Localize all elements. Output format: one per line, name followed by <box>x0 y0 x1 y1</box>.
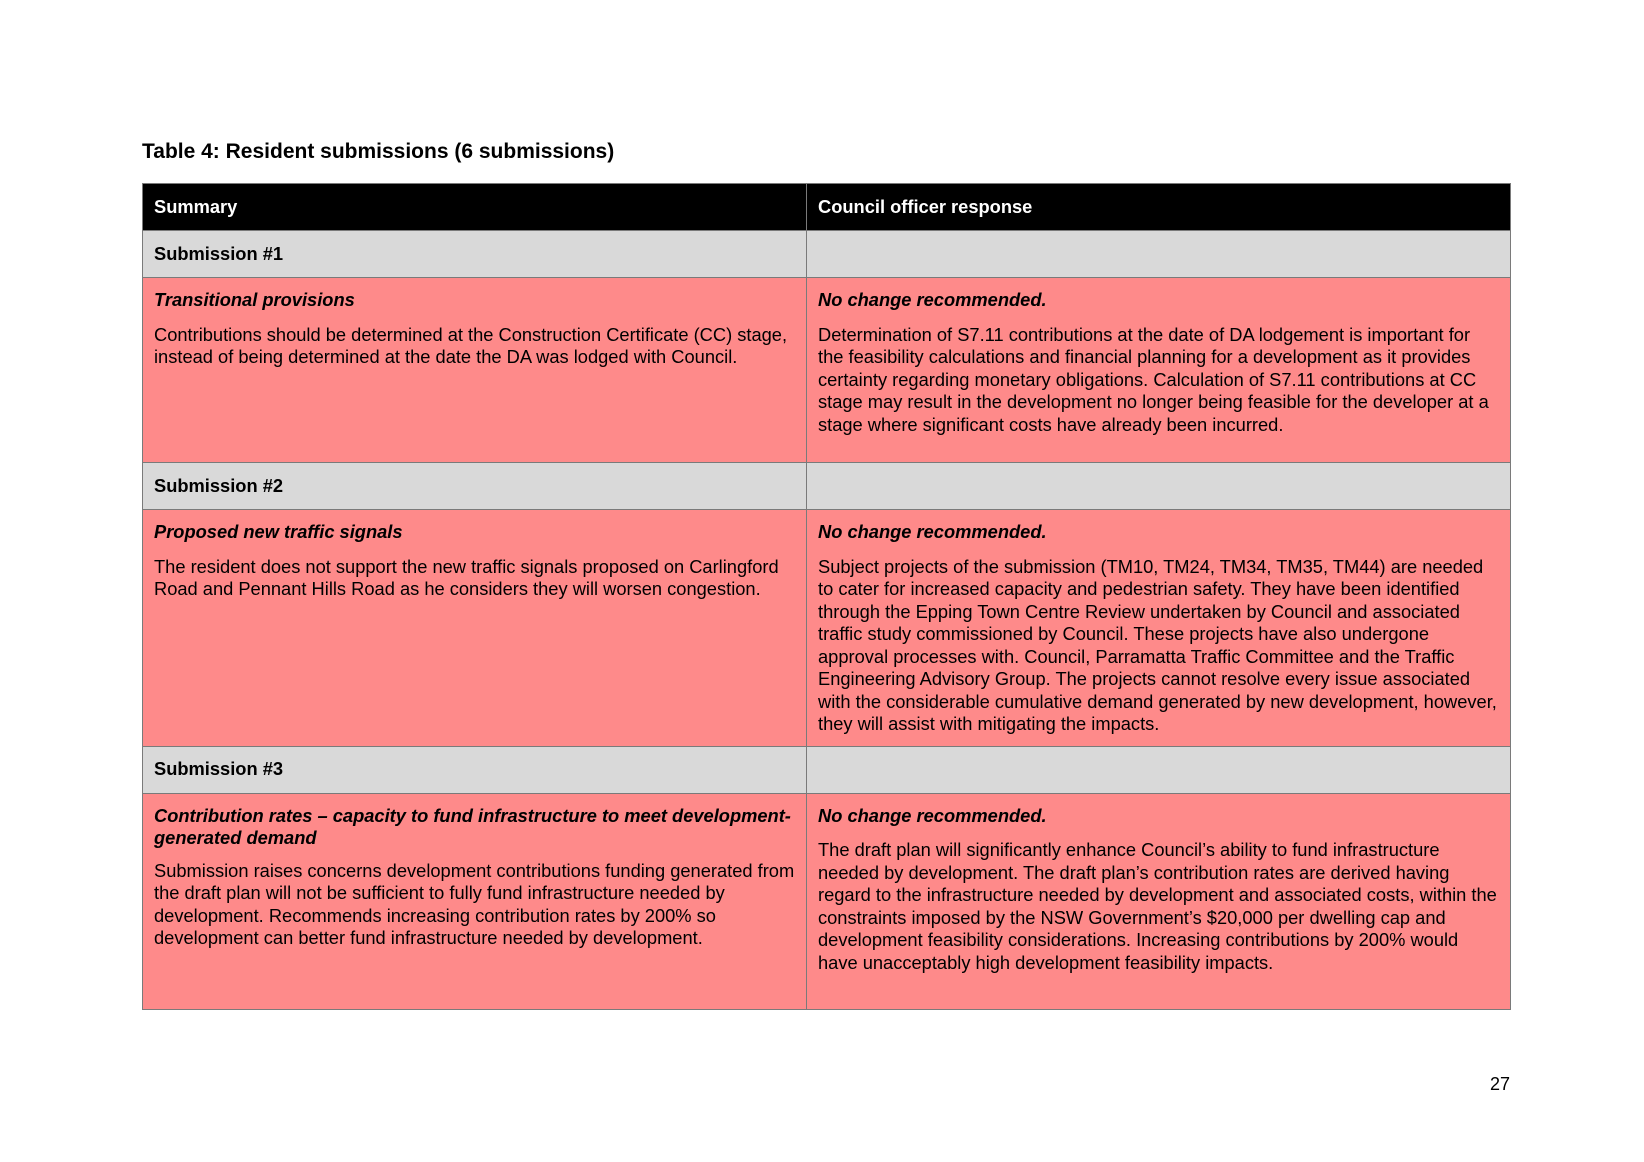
submission-heading-row <box>143 231 1511 278</box>
response-cell <box>807 793 1511 1009</box>
summary-topic: Transitional provisions <box>154 289 355 310</box>
resident-submissions-table <box>142 183 1511 1010</box>
table-header-row <box>143 184 1511 231</box>
page-number: 27 <box>1489 1074 1510 1094</box>
response-text: The draft plan will significantly enhance Council’s ability to fund infrastructure needed by development. The draft plan’s contribution rates are derived having regard to the infrastructure needed by development and associated costs, within the constraints imposed by the NSW Government’s $20,000 per dwelling cap and development feasibility considerations. Increasing contributions by 200% would have unacceptably high development feasibility impacts. <box>818 839 1497 973</box>
summary-text: Contributions should be determined at the Construction Certificate (CC) stage, instead of being determined at the date the DA was lodged with Council. <box>154 323 788 367</box>
submission-label-empty-cell <box>807 463 1511 510</box>
response-cell <box>807 278 1511 463</box>
summary-topic: Contribution rates – capacity to fund infrastructure to meet development-generated demand <box>154 804 791 848</box>
summary-cell <box>143 510 807 747</box>
summary-text: The resident does not support the new traffic signals proposed on Carlingford Road and Pennant Hills Road as he considers they will worsen congestion. <box>154 555 779 599</box>
submission-heading-row <box>143 746 1511 793</box>
submission-label: Submission #2 <box>143 463 807 510</box>
table-row <box>143 793 1511 1009</box>
submission-heading-row <box>143 463 1511 510</box>
table-row <box>143 510 1511 747</box>
response-heading: No change recommended. <box>818 521 1047 542</box>
summary-topic: Proposed new traffic signals <box>154 521 403 542</box>
response-text: Determination of S7.11 contributions at the date of DA lodgement is important for the feasibility calculations and financial planning for a development as it provides certainty regarding monetary obligations. Calculation of S7.11 contributions at CC stage may result in the development no longer being feasible for the developer at a stage where significant costs have already been incurred. <box>818 323 1489 435</box>
submission-label: Submission #1 <box>143 231 807 278</box>
summary-cell <box>143 278 807 463</box>
summary-text: Submission raises concerns development contributions funding generated from the draft plan will not be sufficient to fully fund infrastructure needed by development. Recommends increasing contribution rates by 200% so development can better fund infrastructure needed by development. <box>154 859 795 948</box>
submission-label-empty-cell <box>807 746 1511 793</box>
response-heading: No change recommended. <box>818 804 1047 826</box>
submission-label: Submission #3 <box>143 746 807 793</box>
submission-label-empty-cell <box>807 231 1511 278</box>
response-heading: No change recommended. <box>818 289 1047 310</box>
response-cell <box>807 510 1511 747</box>
header-council-officer-response: Council officer response <box>807 184 1511 231</box>
response-text: Subject projects of the submission (TM10, TM24, TM34, TM35, TM44) are needed to cater for increased capacity and pedestrian safety. They have been identified through the Epping Town Centre Review undertaken by Council and associated traffic study commissioned by Council. These projects have also undergone approval processes with. Council, Parramatta Traffic Committee and the Traffic Engineering Advisory Group. The projects cannot resolve every issue associated with the considerable cumulative demand generated by new development, however, they will assist with mitigating the impacts. <box>818 555 1497 734</box>
header-summary: Summary <box>143 184 807 231</box>
summary-cell <box>143 793 807 1009</box>
table-row <box>143 278 1511 463</box>
table-caption: Table 4: Resident submissions (6 submissions) <box>142 140 615 163</box>
